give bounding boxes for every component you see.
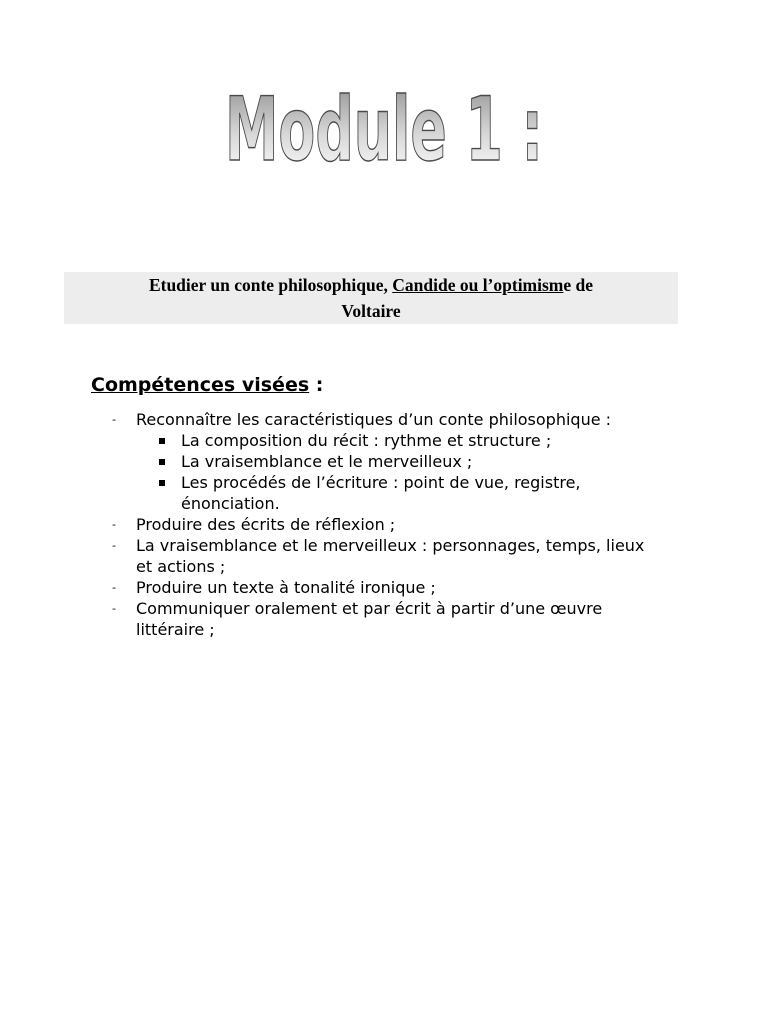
section-heading — [91, 372, 323, 398]
square-bullet-icon — [159, 480, 165, 486]
competences-list — [0, 409, 768, 640]
module-title-text: Module 1 : — [225, 78, 543, 181]
banner-work-title: Candide ou l’optimism — [392, 275, 564, 295]
dash-marker: - — [112, 518, 116, 531]
list-item-text: Produire un texte à tonalité ironique ; — [136, 578, 436, 597]
sub-list-item-text: Les procédés de l’écriture : point de vue, registre, énonciation. — [181, 473, 581, 513]
list-item — [0, 409, 656, 430]
module-title-wordart — [214, 78, 554, 181]
banner-line-1 — [64, 272, 678, 298]
list-item — [0, 535, 656, 577]
sub-list-item — [0, 472, 671, 514]
list-item — [0, 598, 656, 640]
square-bullet-icon — [159, 459, 165, 465]
dash-marker: - — [112, 581, 116, 594]
dash-marker: - — [112, 602, 116, 615]
dash-marker: - — [112, 539, 116, 552]
dash-marker: - — [112, 413, 116, 426]
list-item-text: Produire des écrits de réflexion ; — [136, 515, 396, 534]
section-heading-text: Compétences visées — [91, 374, 310, 396]
module-title — [0, 78, 768, 181]
list-item — [0, 577, 656, 598]
section-heading-colon: : — [309, 374, 324, 396]
sub-list-item — [0, 451, 671, 472]
sub-list-item-text: La composition du récit : rythme et structure ; — [181, 431, 552, 450]
list-item — [0, 514, 656, 535]
banner-text-end: e de — [563, 275, 594, 295]
banner-text-start: Etudier un conte philosophique, — [148, 275, 393, 295]
list-item-text: La vraisemblance et le merveilleux : personnages, temps, lieux et actions ; — [136, 536, 645, 576]
course-banner — [64, 272, 678, 324]
square-bullet-icon — [159, 438, 165, 444]
list-item-text: Communiquer oralement et par écrit à partir d’une œuvre littéraire ; — [136, 599, 603, 639]
sub-list-item — [0, 430, 671, 451]
sub-list-item-text: La vraisemblance et le merveilleux ; — [181, 452, 473, 471]
list-item-text: Reconnaître les caractéristiques d’un conte philosophique : — [136, 410, 612, 429]
banner-line-2: Voltaire — [341, 301, 401, 321]
